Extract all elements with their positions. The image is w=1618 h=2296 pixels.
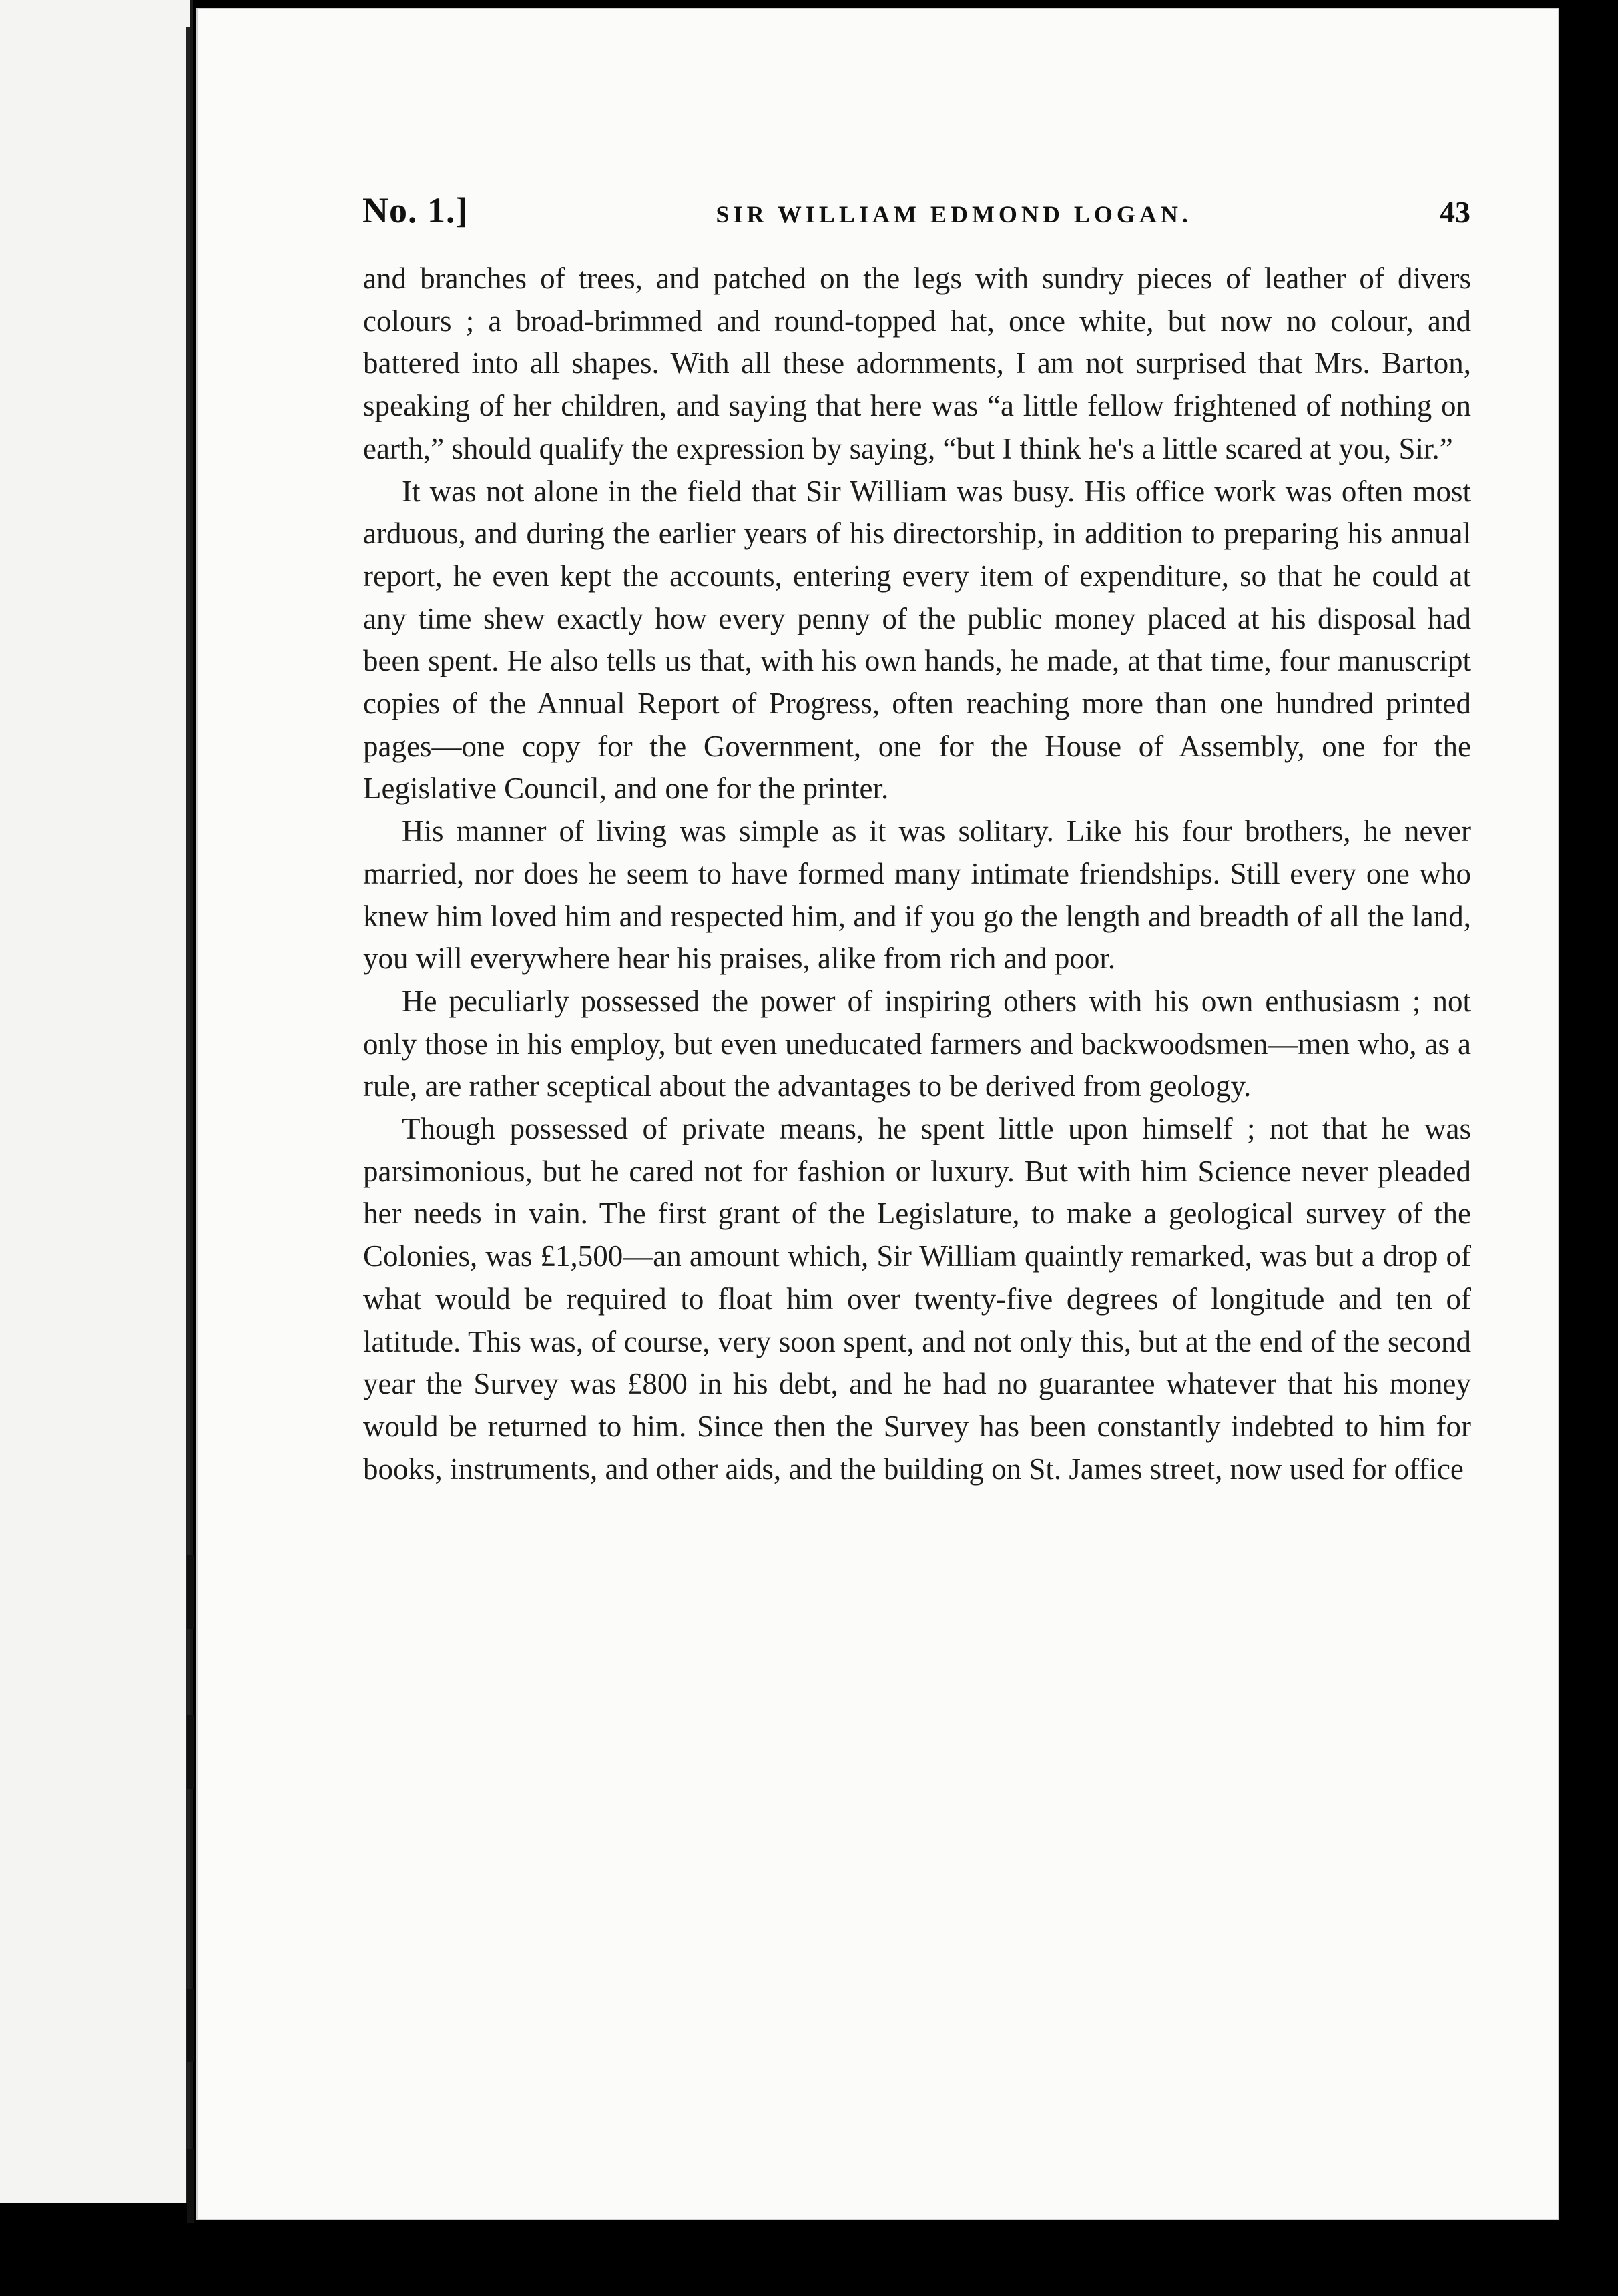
binding-mark (187, 2149, 194, 2223)
page-number: 43 (1439, 195, 1470, 229)
paragraph-4: He peculiarly possessed the power of inspiring others with his own enthusiasm ; not only those in his employ, but even uneducated farmers and backwoodsmen—men who, as a rule, are rather sceptical about the advantages to be derived from geology. (363, 984, 1471, 1103)
binding-mark (187, 1555, 194, 1629)
binding-gutter (186, 27, 190, 2203)
paragraph-1: and branches of trees, and patched on the legs with sundry pieces of leather of divers colours ; a broad-brimmed and round-topped hat, once white, but now no colour, and battered into all shapes. With all these adornments, I am not surprised that Mrs. Barton, speaking of her children, and saying that here was “a little fellow frightened of nothing on earth,” should qualify the expression by saying, “but I think he's a little scared at you, Sir.” (363, 262, 1471, 465)
binding-mark (187, 1715, 194, 1789)
running-head (362, 190, 1470, 256)
body-text (363, 258, 1471, 1490)
paragraph-3: His manner of living was simple as it was solitary. Like his four brothers, he never married, nor does he seem to have formed many intimate friendships. Still every one who knew him loved him and respected him, and if you go the length and breadth of all the land, you will everywhere hear his praises, alike from rich and poor. (363, 814, 1471, 976)
previous-page-edge (0, 0, 193, 2203)
binding-mark (187, 1989, 194, 2062)
book-page (198, 9, 1558, 2219)
running-title: SIR WILLIAM EDMOND LOGAN. (716, 201, 1192, 228)
paragraph-2: It was not alone in the field that Sir William was busy. His office work was often most arduous, and during the earlier years of his directorship, in addition to preparing his annual report, he even kept the accounts, entering every item of expenditure, so that he could at any time shew exactly how every penny of the public money placed at his disposal had been spent. He also tells us that, with his own hands, he made, at that time, four manuscript copies of the Annual Report of Progress, often reaching more than one hundred printed pages—one copy for the Government, one for the House of Assembly, one for the Legislative Council, and one for the printer. (363, 474, 1471, 806)
paragraph-5: Though possessed of private means, he spent little upon himself ; not that he was parsimonious, but he cared not for fashion or luxury. But with him Science never pleaded her needs in vain. The first grant of the Legislature, to make a geological survey of the Colonies, was £1,500—an amount which, Sir William quaintly remarked, was but a drop of what would be required to float him over twenty-five degrees of longitude and ten of latitude. This was, of course, very soon spent, and not only this, but at the end of the second year the Survey was £800 in his debt, and he had no guarantee whatever that his money would be returned to him. Since then the Survey has been constantly indebted to him for books, instruments, and other aids, and the building on St. James street, now used for office (363, 1112, 1471, 1486)
series-number: No. 1.] (362, 190, 469, 230)
